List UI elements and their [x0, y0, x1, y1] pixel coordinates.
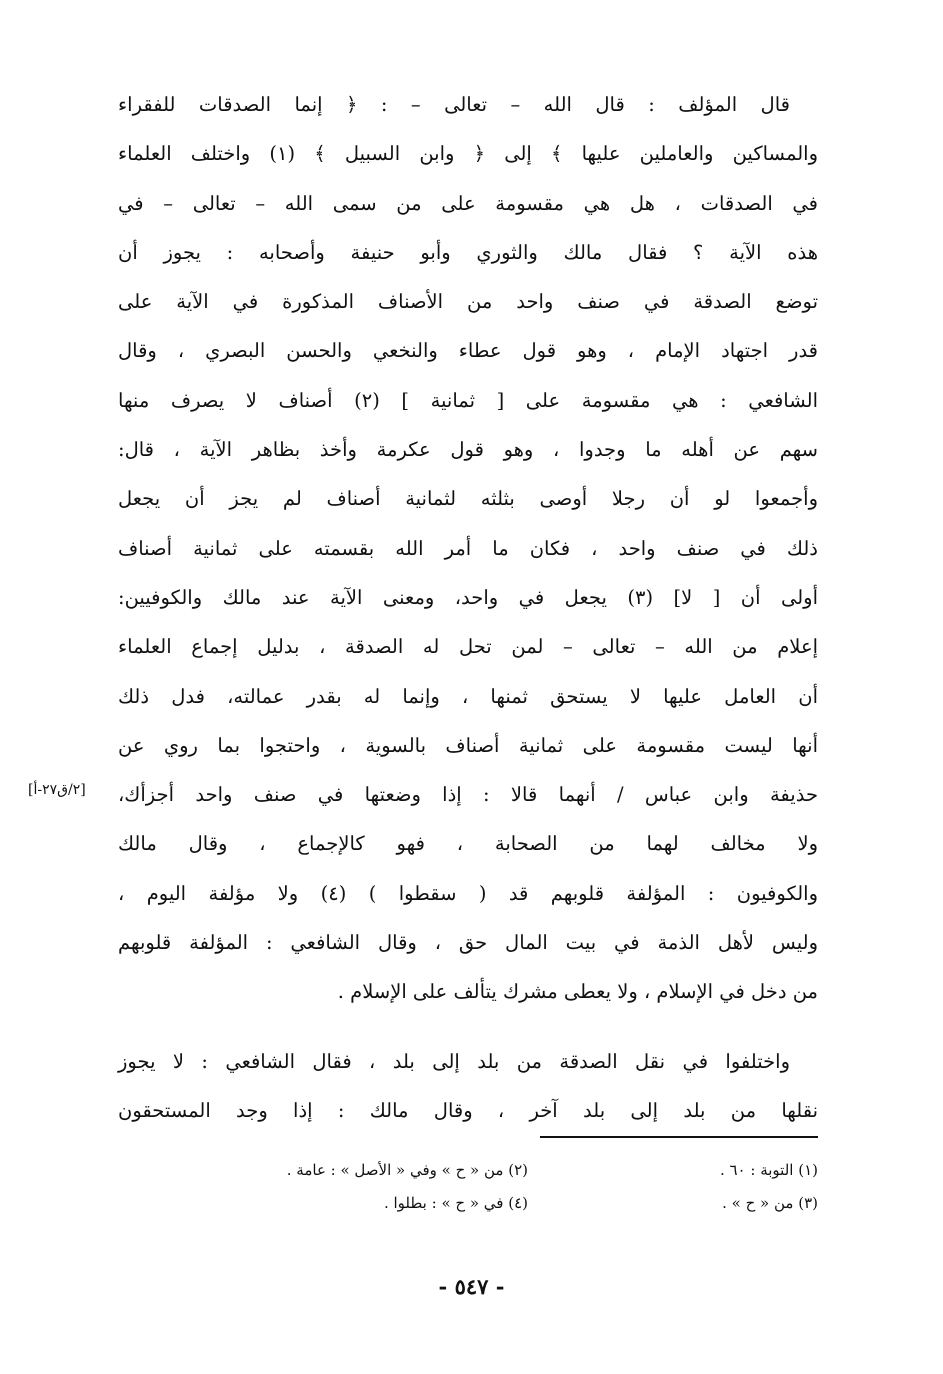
- footnote-4: (٤) في « ح » : بطلوا .: [383, 1194, 528, 1212]
- footnote-1: (١) التوبة : ٦٠ .: [719, 1161, 818, 1179]
- text-line: واختلفوا في نقل الصدقة من بلد إلى بلد ، فقال الشافعي : لا يجوز: [118, 1049, 790, 1073]
- text-line: في الصدقات ، هل هي مقسومة على من سمى الله – تعالى – في: [118, 191, 818, 215]
- margin-manuscript-reference: [٢/ق٢٧-أ]: [28, 782, 86, 798]
- text-line: نقلها من بلد إلى بلد آخر ، وقال مالك : إذا وجد المستحقون: [118, 1098, 818, 1122]
- text-line: والكوفيون : المؤلفة قلوبهم قد ( سقطوا ) (٤) ولا مؤلفة اليوم ،: [118, 881, 818, 905]
- text-line: قال المؤلف : قال الله – تعالى – : ﴿ إنما الصدقات للفقراء: [118, 93, 790, 116]
- text-line: أن العامل عليها لا يستحق ثمنها ، وإنما له بقدر عمالته، فدل ذلك: [118, 684, 818, 708]
- text-line: ولا مخالف لهما من الصحابة ، فهو كالإجماع ، وقال مالك: [118, 832, 818, 856]
- text-line: أولى أن [ لا] (٣) يجعل في واحد، ومعنى الآية عند مالك والكوفيين:: [118, 585, 818, 609]
- footnote-2: (٢) من « ح » وفي « الأصل » : عامة .: [286, 1161, 528, 1179]
- text-line: إعلام من الله – تعالى – لمن تحل له الصدقة ، بدليل إجماع العلماء: [118, 635, 818, 659]
- text-line: والمساكين والعاملين عليها ﴾ إلى ﴿ وابن السبيل ﴾ (١) واختلف العلماء: [118, 142, 818, 166]
- text-line: وليس لأهل الذمة في بيت المال حق ، وقال الشافعي : المؤلفة قلوبهم: [118, 931, 818, 955]
- footnote-divider: [540, 1136, 818, 1138]
- main-text: [118, 80, 818, 1135]
- text-line: من دخل في الإسلام ، ولا يعطى مشرك يتألف على الإسلام .: [337, 980, 818, 1004]
- text-line: هذه الآية ؟ فقال مالك والثوري وأبو حنيفة وأصحابه : يجوز أن: [118, 240, 818, 264]
- text-line: قدر اجتهاد الإمام ، وهو قول عطاء والنخعي والحسن البصري ، وقال: [118, 339, 818, 363]
- paragraph-gap: [118, 1017, 818, 1037]
- page-number: - ٥٤٧ -: [438, 1274, 505, 1299]
- text-line: سهم عن أهله ما وجدوا ، وهو قول عكرمة وأخذ بظاهر الآية ، قال:: [118, 438, 818, 462]
- footnote-row: [118, 1187, 818, 1220]
- footnotes: [118, 1154, 818, 1220]
- text-line: ذلك في صنف واحد ، فكان ما أمر الله بقسمته على ثمانية أصناف: [118, 536, 818, 560]
- footnote-3: (٣) من « ح » .: [722, 1194, 818, 1212]
- text-line: أنها ليست مقسومة على ثمانية أصناف بالسوية ، واحتجوا بما روي عن: [118, 733, 818, 757]
- text-line: توضع الصدقة في صنف واحد من الأصناف المذكورة في الآية على: [118, 290, 818, 314]
- footnote-row: [118, 1154, 818, 1187]
- text-line: وأجمعوا لو أن رجلا أوصى بثلثه لثمانية أصناف لم يجز أن يجعل: [118, 487, 818, 511]
- text-line: الشافعي : هي مقسومة على [ ثمانية ] (٢) أصناف لا يصرف منها: [118, 388, 818, 412]
- text-line: حذيفة وابن عباس / أنهما قالا : إذا وضعتها في صنف واحد أجزأك،: [118, 783, 818, 807]
